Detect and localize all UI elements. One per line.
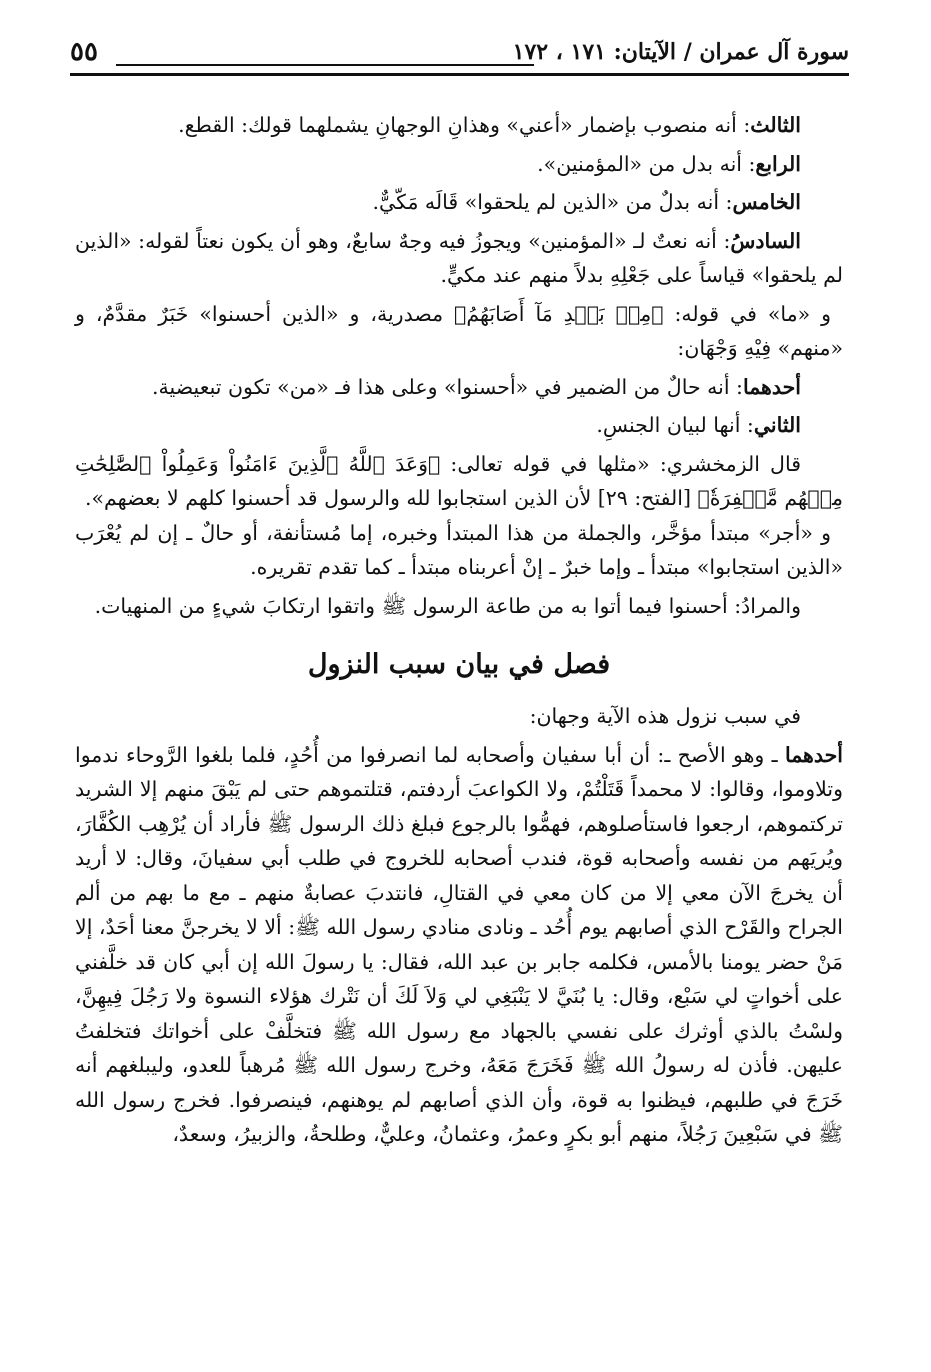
paragraph-ma: و «ما» في قوله: ﴿مِنۢ بَعۡدِ مَآ أَصَابَهُمُ﴾ مصدرية، و «الذين أحسنوا» خَبَرٌ مقدَّمٌ، و «منهم» فِيْهِ وَجْهَان:: [75, 301, 843, 360]
section-heading: فصل في بيان سبب النزول: [307, 649, 611, 680]
paragraph-murad: والمرادُ: أحسنوا فيما أتوا به من طاعة الرسول ﷺ واتقوا ارتكابَ شيءٍ من المنهيات.: [94, 593, 801, 618]
paragraph-first-text: ـ وهو الأصح ـ: أن أبا سفيان وأصحابه لما انصرفوا من أُحُدٍ، فلما بلغوا الرَّوحاء ندموا وتلاوموا، وقالوا: لا محمداً قَتَلْتُمْ، ولا الكواعبَ أردفتم، قتلتموهم حتى لم يَبْقَ منهم إلا الشريد تركتموهم، ارجعوا فاستأصلوهم، فهمُّوا بالرجوع فبلغ ذلك الرسول ﷺ فأراد أن يُرْهِب الكُفَّارَ، ويُريَهم من نفسه وأصحابه قوة، فندب أصحابه للخروج في طلب أبي سفيانَ، وقال: لا أريد أن يخرجَ الآن معي إلا من كان معي في القتالِ، فانتدبَ عصابةٌ منهم ـ مع ما بهم من ألم الجراح والقَرْح الذي أصابهم يوم أُحُد ـ ونادى منادي رسول الله ﷺ: ألا لا يخرجنَّ معنا أحَدٌ، إلا مَنْ حضر يومنا بالأمس، فكلمه جابر بن عبد الله، فقال: يا رسولَ الله إن أبي كان قد خلَّفني على أخواتٍ لي سَبْع، وقال: يا بُنَيَّ لا يَنْبَغِي لي وَلاَ لَكَ أن نَتْرك هؤلاء النسوة ولا رَجُلَ فِيهِنَّ، ولسْتُ بالذي أوثرك على نفسي بالجهاد مع رسول الله ﷺ فتخلَّفْ على أخواتك فتخلفتُ عليهن. فأذن له رسولُ الله ﷺ فَخَرَجَ مَعَهُ، وخرج رسول الله ﷺ مُرهباً للعدو، وليبلغهم أنه خَرَجَ في طلبهم، فيظنوا به قوة، وأن الذي أصابهم لم يوهنهم، فينصرفوا. فخرج رسول الله ﷺ في سَبْعِينَ رَجُلاً، منهم أبو بكرٍ وعمرُ، وعثمانُ، وعليٌّ، وطلحةُ، والزبيرُ، وسعدٌ،: [75, 742, 843, 1146]
running-title: سورة آل عمران / الآيتان: ١٧١ ، ١٧٢: [512, 39, 849, 65]
item-paragraph: [75, 185, 843, 220]
item-text: : أنه منصوب بإضمار «أعني» وهذانِ الوجهانِ يشملهما قولك: القطع.: [178, 113, 751, 137]
sub-item-label: الثاني: [753, 413, 801, 437]
item-paragraph: [75, 108, 843, 143]
page-header: [70, 30, 849, 74]
page-number: ٥٥: [70, 37, 98, 67]
sub-item-text: : أنها لبيان الجنسِ.: [596, 413, 754, 437]
item-label: الخامس: [732, 190, 801, 214]
item-label: الثالث: [750, 113, 801, 137]
header-rule: [70, 73, 849, 76]
paragraph-ajr: و «أجر» مبتدأ مؤخَّر، والجملة من هذا المبتدأ وخبره، إما مُستأنفة، أو حالٌ ـ إن لم يُعْرَب «الذين استجابوا» مبتدأ ـ وإما خبرٌ ـ إنْ أعربناه مبتدأ ـ كما تقدم تقريره.: [75, 520, 843, 579]
sub-item-text: : أنه حالٌ من الضمير في «أحسنوا» وعلى هذا فـ «من» تكون تبعيضية.: [152, 374, 743, 399]
paragraph-zamakhshari: قال الزمخشري: «مثلها في قوله تعالى: ﴿وَعَدَ ٱللَّهُ ٱلَّذِينَ ءَامَنُواْ وَعَمِلُواْ ٱلصَّٰلِحَٰتِ مِنۡهُم مَّغۡفِرَةٗ﴾ [الفتح: ٢٩] لأن الذين استجابوا لله والرسول قد أحسنوا كلهم لا بعضهم».: [75, 451, 843, 510]
header-rule-short: [116, 64, 534, 66]
item-paragraph: [75, 224, 843, 293]
item-text: : أنه نعتٌ لـ «المؤمنين» ويجوزُ فيه وجهٌ سابعٌ، وهو أن يكون نعتاً لقوله: «الذين لم يلحقوا» قياساً على جَعْلِهِ بدلاً منهم عند مكيٍّ.: [75, 228, 843, 287]
sub-item-label: أحدهما: [742, 374, 801, 399]
item-label: الرابع: [755, 151, 801, 176]
item-text: : أنه بدل من «المؤمنين».: [537, 151, 756, 176]
sub-item-paragraph: [75, 408, 843, 443]
paragraph-first: [75, 738, 843, 1152]
item-text: : أنه بدلٌ من «الذين لم يلحقوا» قَالَه مَكّيٌّ.: [372, 190, 733, 214]
paragraph-first-label: أحدهما: [784, 742, 843, 767]
page-body: [75, 108, 843, 1152]
paragraph-intro: في سبب نزول هذه الآية وجهان:: [529, 704, 801, 728]
item-paragraph: [75, 147, 843, 182]
sub-item-paragraph: [75, 370, 843, 405]
item-label: السادسُ: [730, 228, 801, 253]
